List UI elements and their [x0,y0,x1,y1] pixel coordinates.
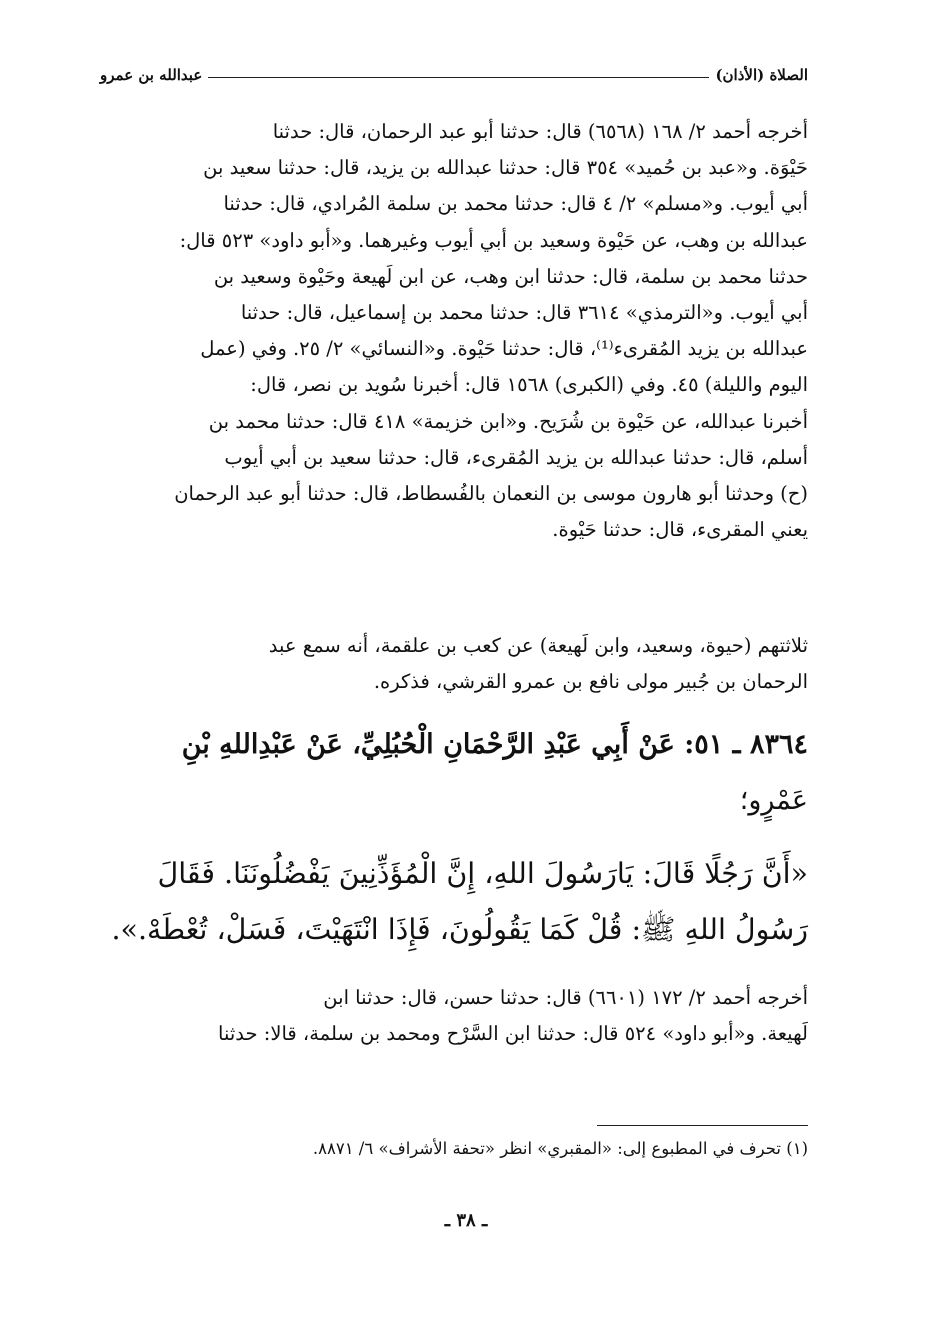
takhrij-line: أبي أيوب. و«الترمذي» ٣٦١٤ قال: حدثنا محمد بن إسماعيل، قال: حدثنا [240,301,808,325]
running-header [100,62,808,88]
footnote-separator [597,1125,808,1126]
takhrij-line: حَيْوَة. و«عبد بن حُميد» ٣٥٤ قال: حدثنا عبدالله بن يزيد، قال: حدثنا سعيد بن [203,156,808,180]
isnad-line: ثلاثتهم (حيوة، وسعيد، وابن لَهيعة) عن كعب بن علقمة، أنه سمع عبد [268,634,808,657]
hadith-heading [100,717,808,829]
takhrij-paragraph-1 [100,114,808,548]
takhrij-line: أبي أيوب. و«مسلم» ٢/ ٤ قال: حدثنا محمد بن سلمة المُرادي، قال: حدثنا [223,192,808,216]
takhrij-line: عبدالله بن وهب، عن حَيْوة وسعيد بن أبي أيوب وغيرهما. و«أبو داود» ٥٢٣ قال: [179,228,808,252]
hadith-matn [100,846,808,958]
takhrij-line: أخرجه أحمد ٢/ ١٧٢ (٦٦٠١) قال: حدثنا حسن، قال: حدثنا ابن [323,986,808,1009]
isnad-note [100,628,808,700]
isnad-line: الرحمان بن جُبير مولى نافع بن عمرو القرشي، فذكره. [373,670,808,694]
takhrij-line: حدثنا محمد بن سلمة، قال: حدثنا ابن وهب، عن ابن لَهيعة وحَيْوة وسعيد بن [213,264,808,288]
hadith-number-line-2: عَمْرٍو؛ [739,785,808,816]
takhrij-line: اليوم والليلة) ٤٥. وفي (الكبرى) ١٥٦٨ قال: أخبرنا سُويد بن نصر، قال: [250,373,808,397]
takhrij-line: لَهيعة. و«أبو داود» ٥٢٤ قال: حدثنا ابن السَّرْح ومحمد بن سلمة، قالا: حدثنا [218,1022,808,1046]
takhrij-paragraph-2 [100,980,808,1052]
hadith-number-line: ٨٣٦٤ ـ ٥١: عَنْ أَبِي عَبْدِ الرَّحْمَانِ الْحُبُلِيِّ، عَنْ عَبْدِاللهِ بْنِ [181,729,808,760]
running-title: عبدالله بن عمرو [100,66,203,84]
matn-line: رَسُولُ اللهِ ﷺ: قُلْ كَمَا يَقُولُونَ، فَإِذَا انْتَهَيْتَ، فَسَلْ، تُعْطَهْ.». [111,913,808,946]
chapter-title: الصلاة (الأذان) [715,66,808,84]
takhrij-line: عبدالله بن يزيد المُقرىء⁽¹⁾، قال: حدثنا حَيْوة. و«النسائي» ٢/ ٢٥. وفي (عمل [200,337,808,361]
header-rule [208,77,709,78]
matn-line: «أَنَّ رَجُلًا قَالَ: يَارَسُولَ اللهِ، إِنَّ الْمُؤَذِّنِينَ يَفْضُلُونَنَا. فَقَالَ [157,857,808,890]
takhrij-line: أخرجه أحمد ٢/ ١٦٨ (٦٥٦٨) قال: حدثنا أبو عبد الرحمان، قال: حدثنا [272,120,808,143]
footnote: (١) تحرف في المطبوع إلى: «المقبري» انظر «تحفة الأشراف» ٦/ ٨٨٧١. [312,1139,808,1158]
page-number: ـ ٣٨ ـ [444,1210,488,1231]
takhrij-line: يعني المقرىء، قال: حدثنا حَيْوة. [552,518,808,542]
takhrij-line: (ح) وحدثنا أبو هارون موسى بن النعمان بالفُسطاط، قال: حدثنا أبو عبد الرحمان [174,482,808,506]
takhrij-line: أخبرنا عبدالله، عن حَيْوة بن شُرَيح. و«ابن خزيمة» ٤١٨ قال: حدثنا محمد بن [208,409,808,433]
takhrij-line: أسلم، قال: حدثنا عبدالله بن يزيد المُقرىء، قال: حدثنا سعيد بن أبي أيوب [224,445,808,469]
